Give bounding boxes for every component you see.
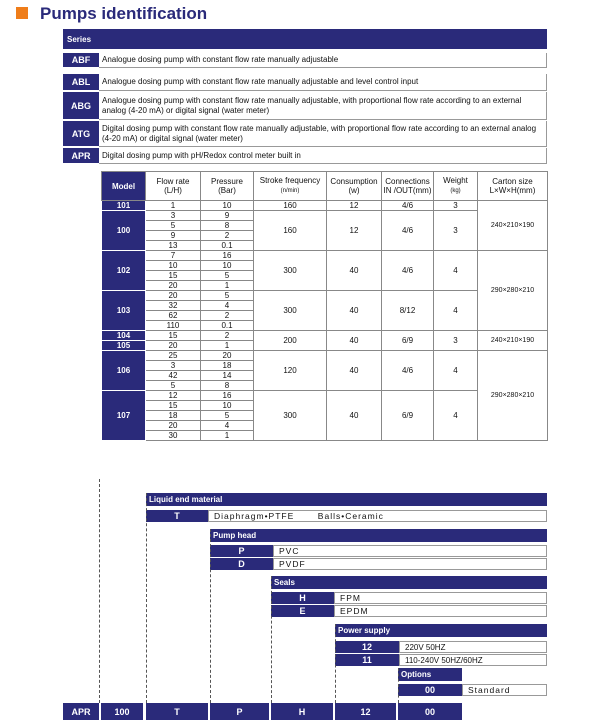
spec-table: [101, 171, 548, 441]
pressure-cell: 5: [201, 411, 254, 421]
pressure-cell: 4: [201, 301, 254, 311]
cons-cell: 40: [327, 251, 382, 291]
code-seals: H: [271, 703, 333, 720]
connector-line: [210, 529, 211, 703]
options-code: 00: [398, 684, 462, 696]
series-desc: Analogue dosing pump with constant flow rate manually adjustable, with proportional flow rate according to an external analog (4-20 mA) or digital signal (water meter): [99, 92, 547, 120]
model-cell: 103: [102, 291, 146, 331]
flow-cell: 1: [146, 201, 201, 211]
conn-cell: 4/6: [382, 211, 434, 251]
pressure-cell: 16: [201, 391, 254, 401]
pressure-cell: 14: [201, 371, 254, 381]
flow-cell: 20: [146, 421, 201, 431]
weight-cell: 4: [434, 391, 478, 441]
liquid-end-header: Liquid end material: [146, 493, 547, 506]
series-desc: Analogue dosing pump with constant flow rate manually adjustable and level control input: [99, 74, 547, 91]
flow-cell: 13: [146, 241, 201, 251]
liquid-end-value: Diaphragm•PTFE Balls•Ceramic: [208, 510, 547, 522]
flow-cell: 12: [146, 391, 201, 401]
flow-cell: 32: [146, 301, 201, 311]
series-desc: Analogue dosing pump with constant flow rate manually adjustable: [99, 53, 547, 68]
header-model: Model: [102, 172, 146, 201]
model-cell: 104: [102, 331, 146, 341]
pressure-cell: 18: [201, 361, 254, 371]
weight-cell: 4: [434, 291, 478, 331]
conn-cell: 4/6: [382, 351, 434, 391]
connector-line: [146, 493, 147, 703]
code-options: 00: [398, 703, 462, 720]
model-cell: 106: [102, 351, 146, 391]
liquid-end-code: T: [146, 510, 208, 522]
header-weight: Weight (kg): [434, 172, 478, 201]
pressure-cell: 10: [201, 201, 254, 211]
pressure-cell: 1: [201, 281, 254, 291]
pressure-cell: 5: [201, 291, 254, 301]
model-cell: 102: [102, 251, 146, 291]
flow-cell: 20: [146, 341, 201, 351]
flow-cell: 20: [146, 291, 201, 301]
power-value: 110-240V 50HZ/60HZ: [399, 654, 547, 666]
flow-cell: 25: [146, 351, 201, 361]
weight-cell: 4: [434, 251, 478, 291]
options-header: Options: [398, 668, 462, 681]
seals-code: E: [271, 605, 334, 617]
stroke-cell: 200: [254, 331, 327, 351]
pressure-cell: 10: [201, 261, 254, 271]
series-code: ABG: [63, 92, 99, 120]
weight-cell: 3: [434, 331, 478, 351]
carton-cell: 240×210×190: [478, 331, 548, 351]
carton-cell: 240×210×190: [478, 201, 548, 251]
series-code: ABL: [63, 74, 99, 91]
pressure-cell: 2: [201, 311, 254, 321]
pressure-cell: 5: [201, 271, 254, 281]
options-value: Standard: [462, 684, 547, 696]
cons-cell: 12: [327, 201, 382, 211]
flow-cell: 15: [146, 271, 201, 281]
pressure-cell: 8: [201, 221, 254, 231]
pressure-cell: 16: [201, 251, 254, 261]
stroke-cell: 300: [254, 251, 327, 291]
pressure-cell: 10: [201, 401, 254, 411]
cons-cell: 12: [327, 211, 382, 251]
power-code: 12: [335, 641, 399, 653]
page-title: Pumps identification: [40, 4, 208, 23]
flow-cell: 18: [146, 411, 201, 421]
carton-cell: 290×280×210: [478, 351, 548, 441]
seals-header: Seals: [271, 576, 547, 589]
pressure-cell: 20: [201, 351, 254, 361]
pressure-cell: 0.1: [201, 321, 254, 331]
title-marker: [16, 7, 28, 19]
pump-head-value: PVDF: [273, 558, 547, 570]
connector-line: [271, 576, 272, 703]
series-header: Series: [63, 29, 547, 49]
code-pump-head: P: [210, 703, 269, 720]
conn-cell: 8/12: [382, 291, 434, 331]
pressure-cell: 4: [201, 421, 254, 431]
header-carton: Carton size L×W×H(mm): [478, 172, 548, 201]
flow-cell: 15: [146, 401, 201, 411]
stroke-cell: 120: [254, 351, 327, 391]
pressure-cell: 9: [201, 211, 254, 221]
conn-cell: 6/9: [382, 331, 434, 351]
connector-line: [335, 624, 336, 703]
pressure-cell: 2: [201, 331, 254, 341]
flow-cell: 9: [146, 231, 201, 241]
cons-cell: 40: [327, 351, 382, 391]
series-desc: Digital dosing pump with constant flow rate manually adjustable, with proportional flow rate according to an external analog (4-20 mA) or digital signal (water meter): [99, 121, 547, 147]
header-consumption: Consumption (w): [327, 172, 382, 201]
power-supply-header: Power supply: [335, 624, 547, 637]
stroke-cell: 160: [254, 211, 327, 251]
connector-line: [398, 668, 399, 703]
series-desc: Digital dosing pump with pH/Redox control meter built in: [99, 148, 547, 164]
flow-cell: 3: [146, 211, 201, 221]
model-cell: 101: [102, 201, 146, 211]
pressure-cell: 2: [201, 231, 254, 241]
flow-cell: 15: [146, 331, 201, 341]
stroke-cell: 300: [254, 391, 327, 441]
code-model: 100: [101, 703, 143, 720]
flow-cell: 62: [146, 311, 201, 321]
flow-cell: 42: [146, 371, 201, 381]
model-cell: 107: [102, 391, 146, 441]
seals-value: FPM: [334, 592, 547, 604]
weight-cell: 3: [434, 201, 478, 211]
header-pressure: Pressure (Bar): [201, 172, 254, 201]
cons-cell: 40: [327, 391, 382, 441]
model-cell: 100: [102, 211, 146, 251]
flow-cell: 30: [146, 431, 201, 441]
code-liquid-end: T: [146, 703, 208, 720]
connector-line: [99, 479, 100, 703]
flow-cell: 10: [146, 261, 201, 271]
conn-cell: 4/6: [382, 201, 434, 211]
pressure-cell: 8: [201, 381, 254, 391]
stroke-cell: 160: [254, 201, 327, 211]
pump-head-code: D: [210, 558, 273, 570]
weight-cell: 4: [434, 351, 478, 391]
flow-cell: 20: [146, 281, 201, 291]
code-power: 12: [335, 703, 396, 720]
stroke-cell: 300: [254, 291, 327, 331]
conn-cell: 6/9: [382, 391, 434, 441]
code-series: APR: [63, 703, 99, 720]
cons-cell: 40: [327, 291, 382, 331]
flow-cell: 5: [146, 221, 201, 231]
seals-value: EPDM: [334, 605, 547, 617]
flow-cell: 110: [146, 321, 201, 331]
header-stroke: Stroke frequency (n/min): [254, 172, 327, 201]
series-code: ATG: [63, 121, 99, 147]
cons-cell: 40: [327, 331, 382, 351]
pressure-cell: 1: [201, 431, 254, 441]
pressure-cell: 1: [201, 341, 254, 351]
power-value: 220V 50HZ: [399, 641, 547, 653]
flow-cell: 3: [146, 361, 201, 371]
weight-cell: 3: [434, 211, 478, 251]
model-cell: 105: [102, 341, 146, 351]
power-code: 11: [335, 654, 399, 666]
series-code: ABF: [63, 53, 99, 68]
pump-head-header: Pump head: [210, 529, 547, 542]
flow-cell: 5: [146, 381, 201, 391]
seals-code: H: [271, 592, 334, 604]
flow-cell: 7: [146, 251, 201, 261]
series-code: APR: [63, 148, 99, 164]
header-flow: Flow rate (L/H): [146, 172, 201, 201]
pump-head-code: P: [210, 545, 273, 557]
pump-head-value: PVC: [273, 545, 547, 557]
pressure-cell: 0.1: [201, 241, 254, 251]
carton-cell: 290×280×210: [478, 251, 548, 331]
header-connections: Connections IN /OUT(mm): [382, 172, 434, 201]
conn-cell: 4/6: [382, 251, 434, 291]
